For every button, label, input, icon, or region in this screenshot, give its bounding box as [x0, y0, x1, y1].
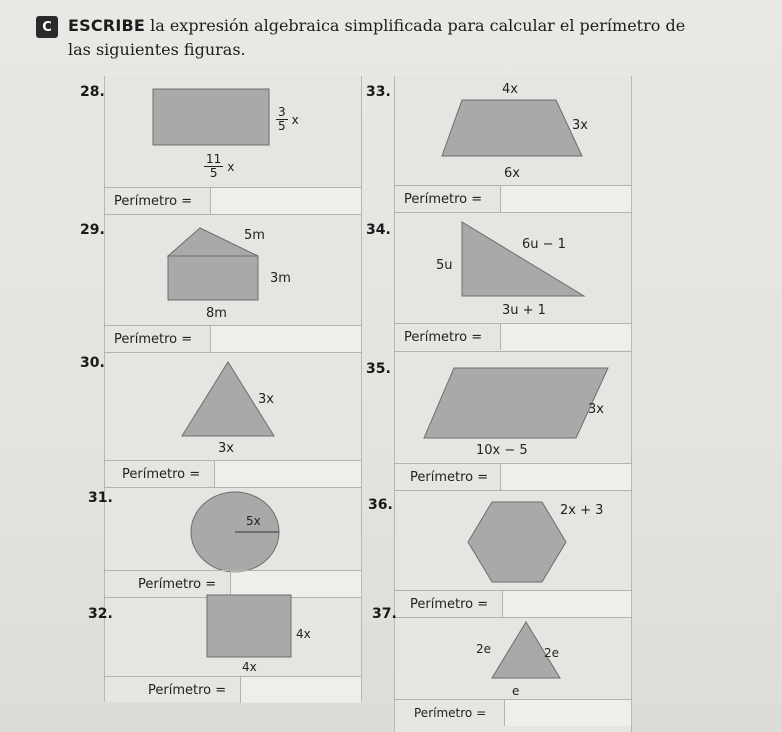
problem-32-base-label: 4x [242, 660, 257, 674]
problem-30-base-label: 3x [218, 441, 234, 456]
trapezoid-shape [440, 98, 590, 160]
problem-34-perimeter-row: Perímetro = [404, 329, 483, 345]
problem-36-side-label: 2x + 3 [560, 503, 604, 518]
problem-28-answer-field[interactable] [210, 188, 361, 214]
section-badge: C [36, 16, 58, 38]
problem-29-answer-field[interactable] [210, 326, 361, 352]
perimeter-label: Perímetro = [114, 193, 193, 209]
problem-33-perimeter-row: Perímetro = [404, 191, 483, 207]
problem-28-height-label: 3 5 x [278, 105, 299, 133]
circle-shape [188, 490, 284, 574]
right-triangle-shape [460, 220, 590, 300]
square-shape [206, 594, 296, 660]
problem-34-hyp-label: 6u − 1 [522, 237, 566, 252]
problem-32-answer-field[interactable] [240, 677, 361, 703]
problem-31-radius-label: 5x [246, 514, 261, 528]
problem-28-number: 28. [80, 84, 105, 100]
problem-32-side-label: 4x [296, 627, 311, 641]
problem-28-width-label: 11 5 x [206, 152, 235, 180]
problem-29-perimeter-row: Perímetro = [114, 331, 193, 347]
problem-32-number: 32. [88, 606, 113, 622]
problem-37-right-label: 2e [544, 646, 560, 660]
problem-37-answer-field[interactable] [504, 700, 631, 726]
problem-34-base-label: 3u + 1 [502, 303, 546, 318]
problem-35-perimeter-row: Perímetro = [410, 469, 489, 485]
problem-30-number: 30. [80, 355, 105, 371]
problem-33-base-label: 6x [504, 166, 520, 181]
instruction-text [68, 14, 708, 62]
problem-29-side-label: 3m [270, 271, 291, 286]
problem-36-answer-field[interactable] [502, 591, 631, 617]
problem-35-answer-field[interactable] [500, 464, 631, 490]
problem-33-answer-field[interactable] [500, 186, 631, 212]
problem-35-base-label: 10x − 5 [476, 443, 528, 458]
problem-31-number: 31. [88, 490, 113, 506]
problem-31-perimeter-row: Perímetro = [138, 576, 217, 592]
problem-33-number: 33. [366, 84, 391, 100]
problem-30-side-label: 3x [258, 392, 274, 407]
problem-29-roof-label: 5m [244, 228, 265, 243]
problem-36-perimeter-row: Perímetro = [410, 596, 489, 612]
problem-37-number: 37. [372, 606, 397, 622]
problem-33-top-label: 4x [502, 82, 518, 97]
problem-29-number: 29. [80, 222, 105, 238]
problem-32-perimeter-row: Perímetro = [148, 682, 227, 698]
problem-37-perimeter-row: Perímetro = [414, 706, 487, 720]
problem-34-left-label: 5u [436, 258, 453, 273]
problem-34-number: 34. [366, 222, 391, 238]
rectangle-shape [152, 88, 272, 148]
problem-34-answer-field[interactable] [500, 324, 631, 350]
problem-30-perimeter-row: Perímetro = [122, 466, 201, 482]
problem-36-number: 36. [368, 497, 393, 513]
instruction-body: la expresión algebraica simplificada para calcular el perímetro de las siguientes figuras. [68, 16, 686, 59]
problem-35-number: 35. [366, 361, 391, 377]
problem-37-base-label: e [512, 684, 520, 698]
problem-35-side-label: 3x [588, 402, 604, 417]
problem-33-side-label: 3x [572, 118, 588, 133]
parallelogram-shape [422, 366, 612, 442]
problem-30-answer-field[interactable] [214, 461, 361, 487]
problem-37-left-label: 2e [476, 642, 492, 656]
problem-29-base-label: 8m [206, 306, 227, 321]
instruction-keyword: ESCRIBE [68, 16, 145, 35]
hexagon-shape [466, 500, 570, 584]
